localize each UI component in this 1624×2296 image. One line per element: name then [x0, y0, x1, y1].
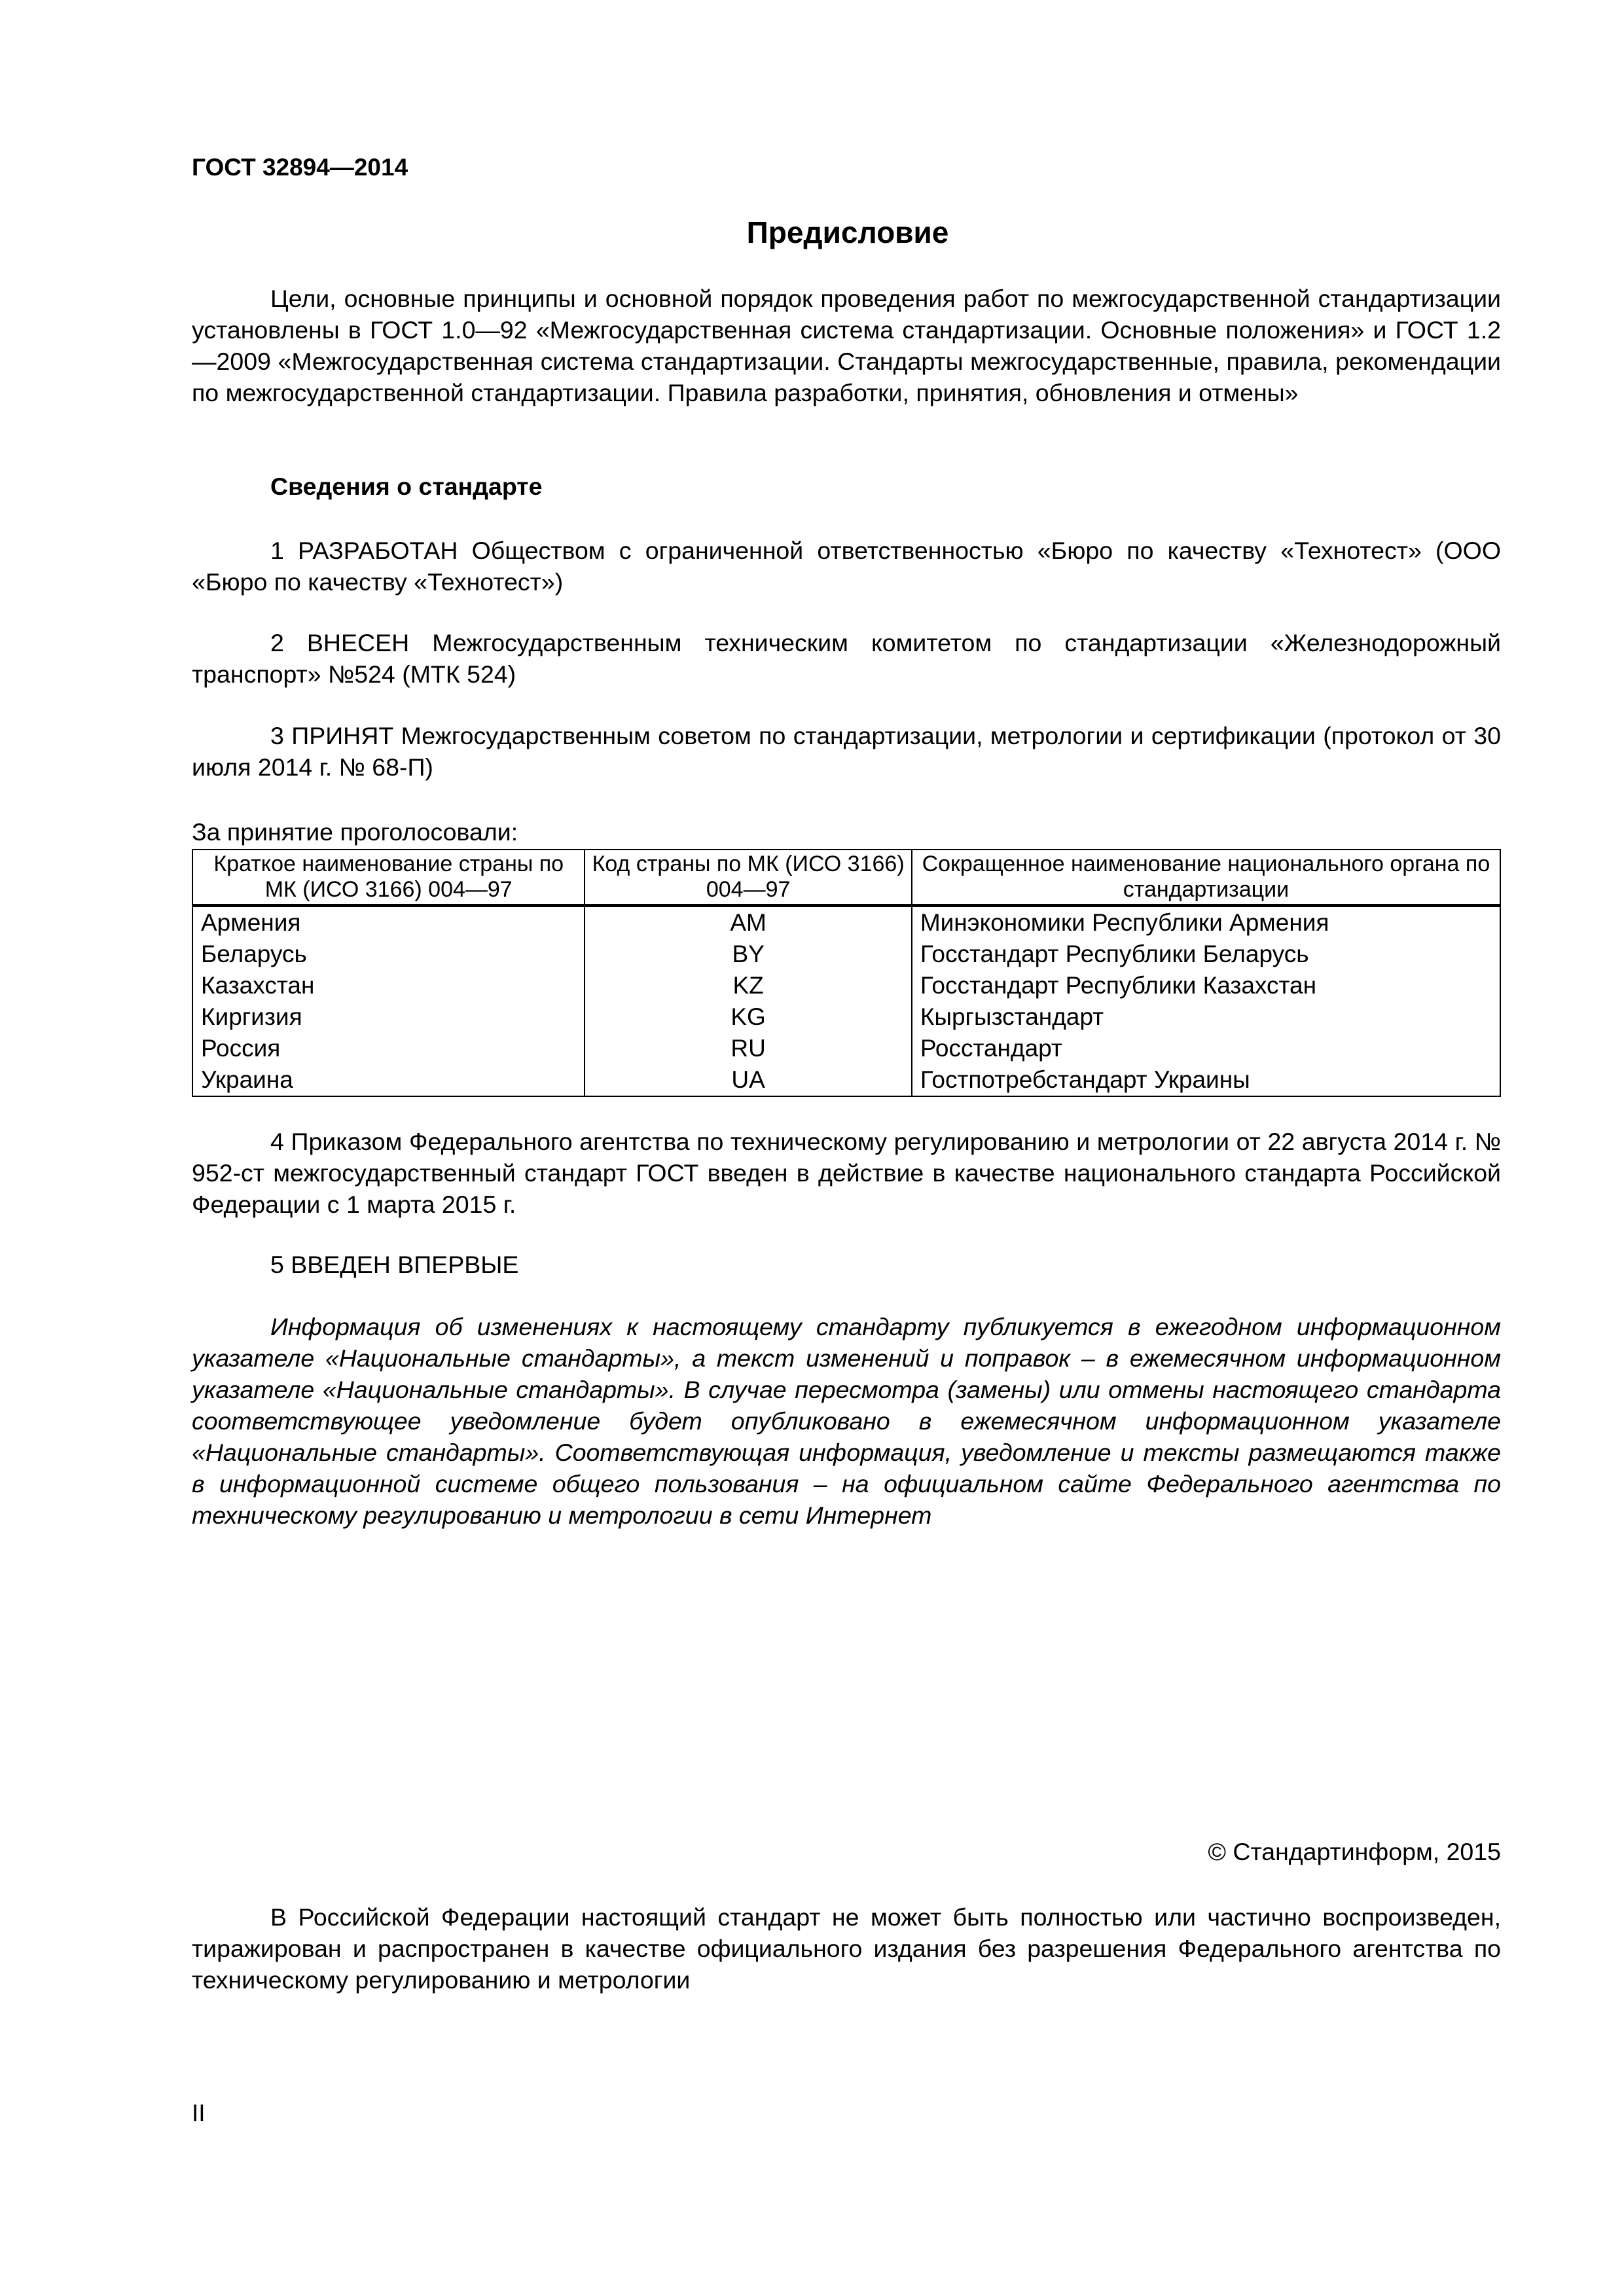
change-info-note: Информация об изменениях к настоящему стандарту публикуется в ежегодном информационном указателе «Национальные стандарты», а текст изменений и поправок – в ежемесячном информационном указателе «Национальные стандарты». В случае пересмотра (замены) или отмены настоящего стандарта соответствующее уведомление будет опубликовано в ежемесячном информационном указателе «Национальные стандарты». Соответствующая информация, уведомление и тексты размещаются также в информационной системе общего пользования – на официальном сайте Федерального агентства по техническому регулированию и метрологии в сети Интернет [192, 1313, 1501, 1529]
table-row [192, 906, 1500, 939]
voting-table [192, 849, 1501, 1097]
intro-paragraph: Цели, основные принципы и основной порядок проведения работ по межгосударственной стандартизации установлены в ГОСТ 1.0—92 «Межгосударственная система стандартизации. Основные положения» и ГОСТ 1.2—2009 «Межгосударственная система стандартизации. Стандарты межгосударственные, правила, рекомендации по межгосударственной стандартизации. Правила разработки, принятия, обновления и отмены» [192, 285, 1501, 406]
cell-country: Армения [192, 906, 585, 939]
cell-code: KZ [585, 970, 911, 1001]
cell-body: Кыргызстандарт [912, 1001, 1500, 1033]
legal-notice: В Российской Федерации настоящий стандарт не может быть полностью или частично воспроизведен, тиражирован и распространен в качестве официального издания без разрешения Федерального агентства по техническому регулированию и метрологии [192, 1903, 1501, 1994]
page-title: Предисловие [746, 215, 949, 249]
info-heading: Сведения о стандарте [270, 473, 543, 500]
cell-country: Киргизия [192, 1001, 585, 1033]
cell-country: Украина [192, 1064, 585, 1096]
header-national-body: Сокращенное наименование национального органа по стандартизации [912, 850, 1500, 906]
item-1-paragraph: 1 РАЗРАБОТАН Обществом с ограниченной ответственностью «Бюро по качеству «Технотест» (ООО «Бюро по качеству «Технотест») [192, 537, 1501, 596]
cell-code: RU [585, 1033, 911, 1064]
table-row [192, 970, 1500, 1001]
item-3-paragraph: 3 ПРИНЯТ Межгосударственным советом по стандартизации, метрологии и сертификации (протокол от 30 июля 2014 г. № 68-П) [192, 722, 1501, 781]
cell-code: UA [585, 1064, 911, 1096]
cell-code: BY [585, 939, 911, 970]
cell-code: AM [585, 906, 911, 939]
table-row [192, 1033, 1500, 1064]
cell-country: Казахстан [192, 970, 585, 1001]
cell-country: Россия [192, 1033, 585, 1064]
cell-code: KG [585, 1001, 911, 1033]
table-row [192, 939, 1500, 970]
item-2-paragraph: 2 ВНЕСЕН Межгосударственным техническим комитетом по стандартизации «Железнодорожный транспорт» №524 (МТК 524) [192, 629, 1501, 688]
cell-body: Гостпотребстандарт Украины [912, 1064, 1500, 1096]
page-number: II [192, 2100, 206, 2126]
cell-body: Минэкономики Республики Армения [912, 906, 1500, 939]
header-country-name: Краткое наименование страны по МК (ИСО 3166) 004—97 [192, 850, 585, 906]
cell-country: Беларусь [192, 939, 585, 970]
copyright: © Стандартинформ, 2015 [1208, 1838, 1501, 1865]
cell-body: Госстандарт Республики Казахстан [912, 970, 1500, 1001]
cell-body: Росстандарт [912, 1033, 1500, 1064]
item-5-paragraph: 5 ВВЕДЕН ВПЕРВЫЕ [270, 1251, 519, 1278]
table-row [192, 1001, 1500, 1033]
item-4-paragraph: 4 Приказом Федерального агентства по техническому регулированию и метрологии от 22 августа 2014 г. № 952-ст межгосударственный стандарт ГОСТ введен в действие в качестве национального стандарта Российской Федерации с 1 марта 2015 г. [192, 1128, 1501, 1218]
vote-caption: За принятие проголосовали: [192, 818, 518, 846]
table-row [192, 1064, 1500, 1096]
document-header: ГОСТ 32894—2014 [192, 154, 408, 181]
header-country-code: Код страны по МК (ИСО 3166) 004—97 [585, 850, 911, 906]
table-header-row [192, 850, 1500, 906]
cell-body: Госстандарт Республики Беларусь [912, 939, 1500, 970]
